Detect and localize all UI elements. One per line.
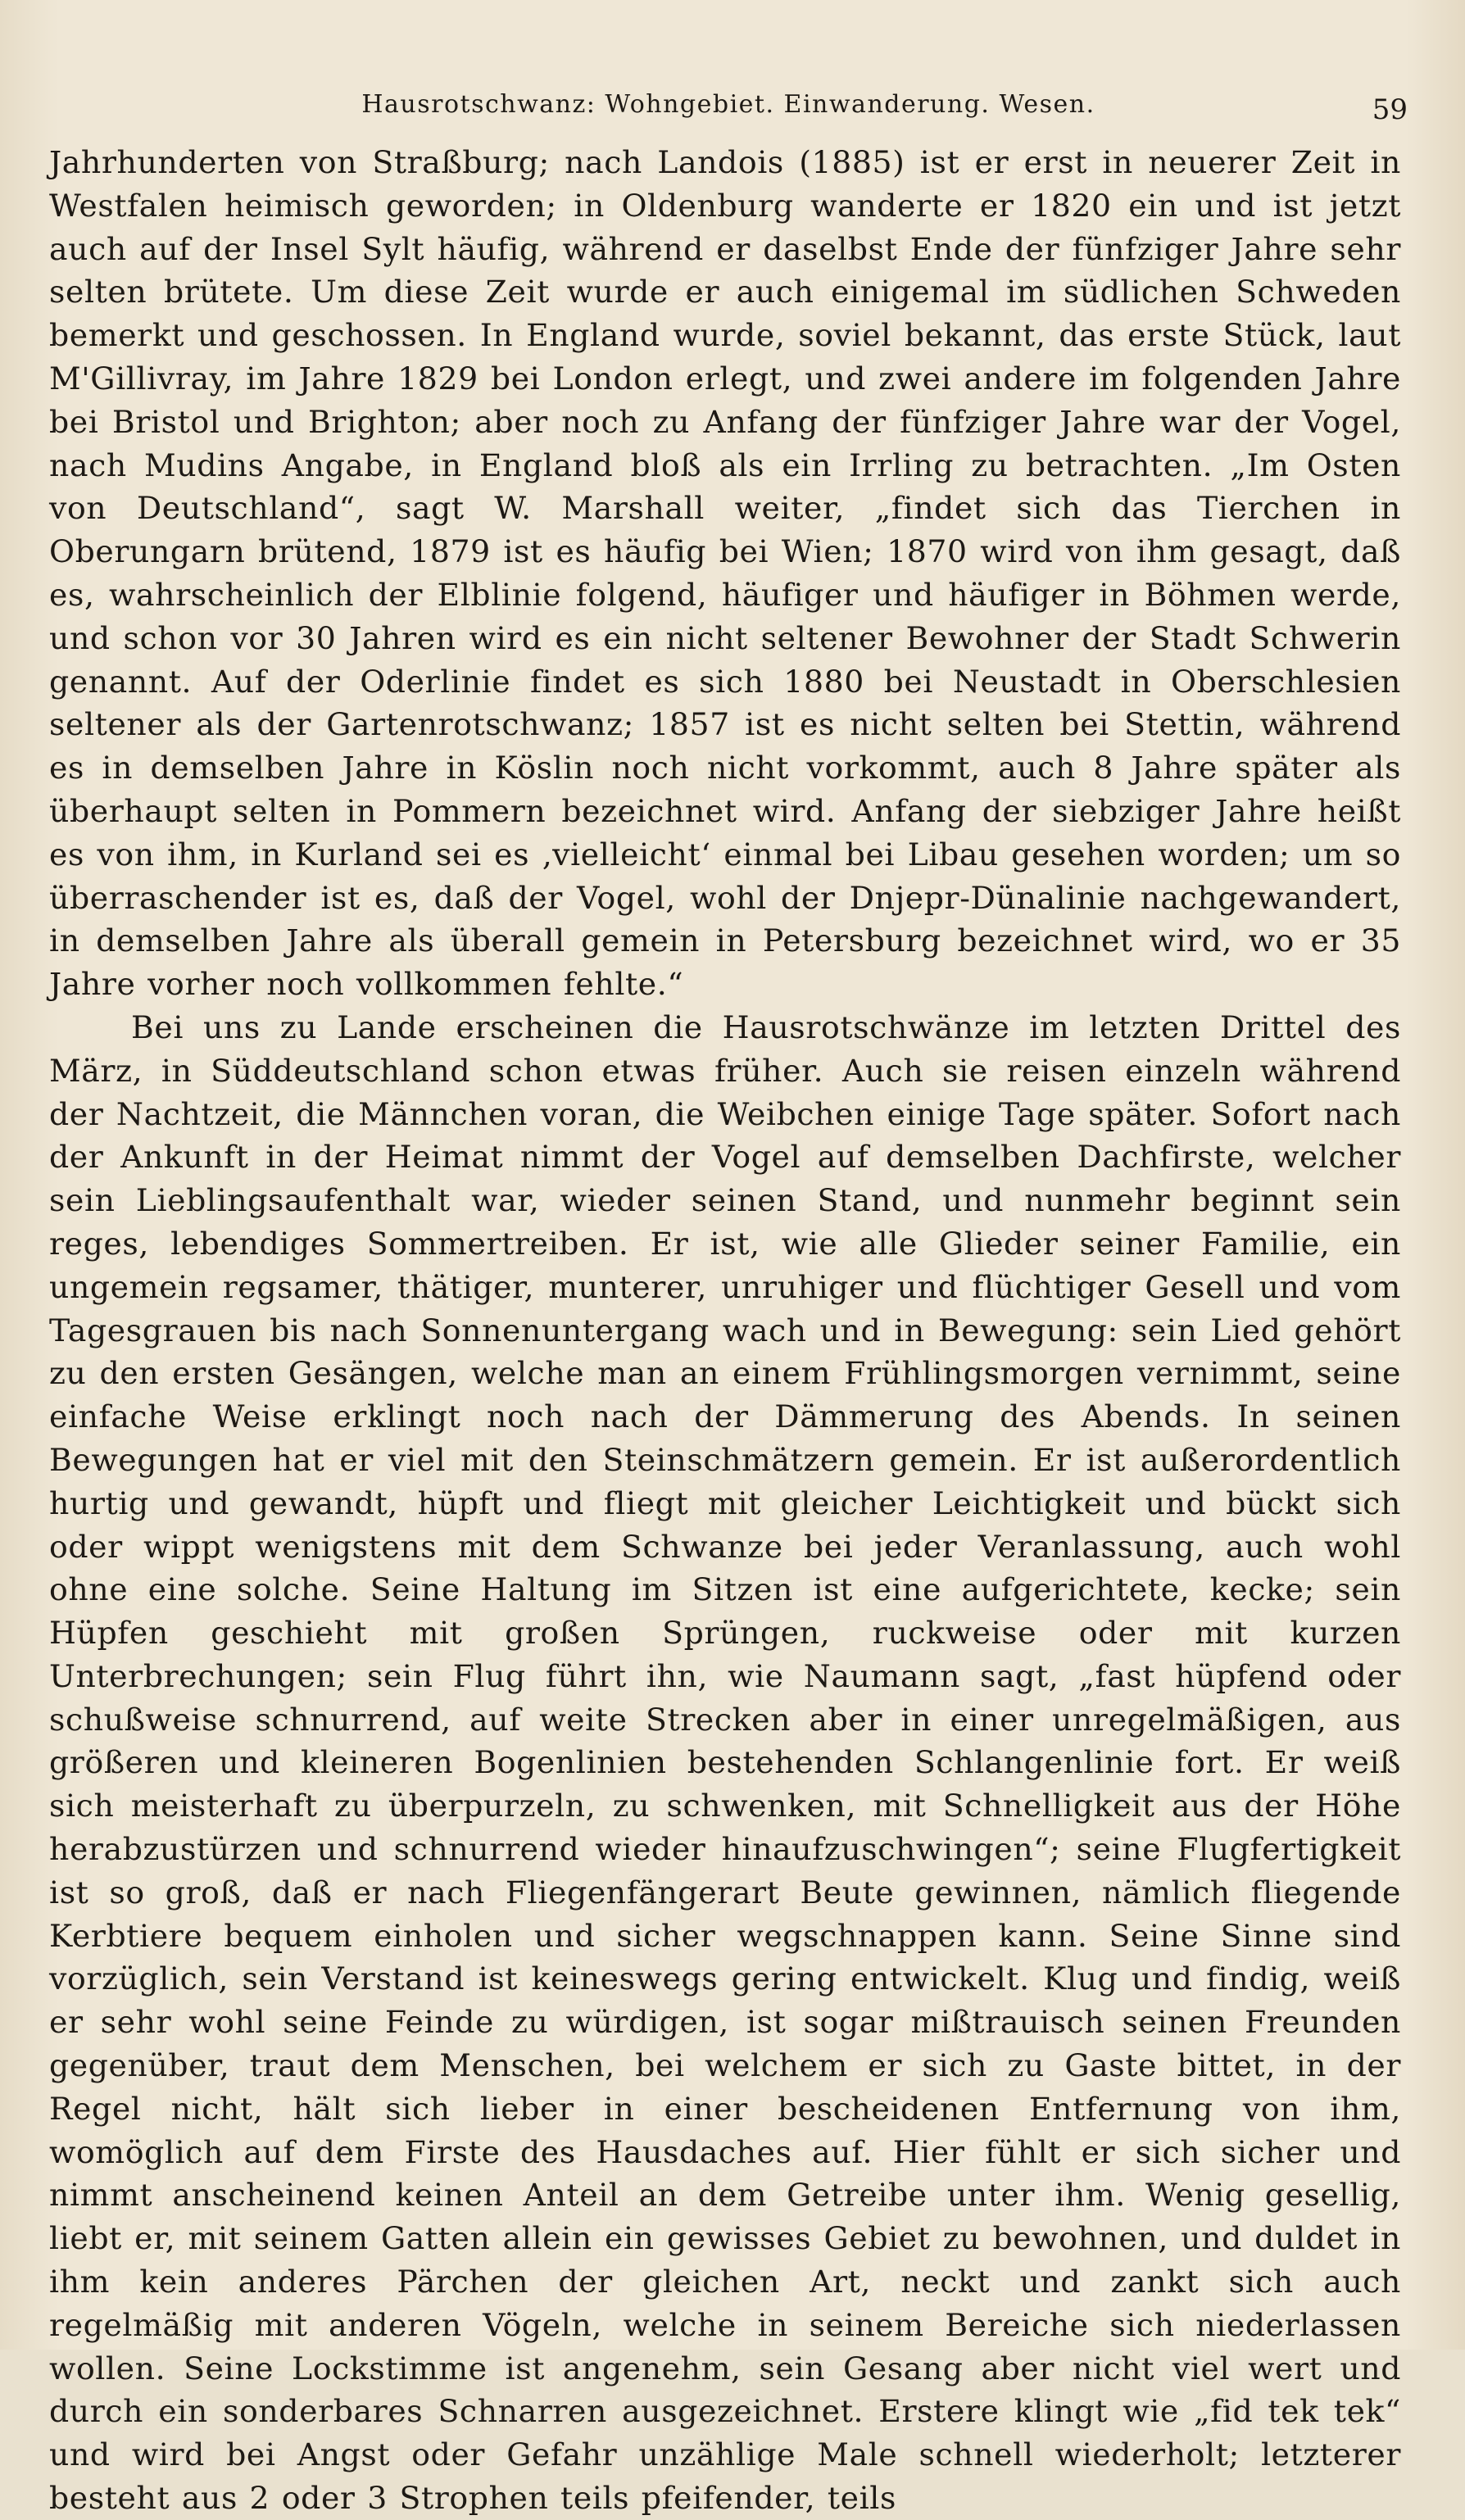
paragraph-2: Bei uns zu Lande erscheinen die Hausrotschwänze im letzten Drittel des März, in Süddeutschland schon etwas früher. Auch sie reisen einzeln während der Nachtzeit, die Männchen voran, die Weibchen einige Tage später. Sofort nach der Ankunft in der Heimat nimmt der Vogel auf demselben Dachfirste, welcher sein Lieblingsaufenthalt war, wieder seinen Stand, und nunmehr beginnt sein reges, lebendiges Sommertreiben. Er ist, wie alle Glieder seiner Familie, ein ungemein regsamer, thätiger, munterer, unruhiger und flüchtiger Gesell und vom Tagesgrauen bis nach Sonnenuntergang wach und in Bewegung: sein Lied gehört zu den ersten Gesängen, welche man an einem Frühlingsmorgen vernimmt, seine einfache Weise erklingt noch nach der Dämmerung des Abends. In seinen Bewegungen hat er viel mit den Steinschmätzern gemein. Er ist außerordentlich hurtig und gewandt, hüpft und fliegt mit gleicher Leichtigkeit und bückt sich oder wippt wenigstens mit dem Schwanze bei jeder Veranlassung, auch wohl ohne eine solche. Seine Haltung im Sitzen ist eine aufgerichtete, kecke; sein Hüpfen geschieht mit großen Sprüngen, ruckweise oder mit kurzen Unterbrechungen; sein Flug führt ihn, wie Naumann sagt, „fast hüpfend oder schußweise schnurrend, auf weite Strecken aber in einer unregelmäßigen, aus größeren und kleineren Bogenlinien bestehenden Schlangenlinie fort. Er weiß sich meisterhaft zu überpurzeln, zu schwenken, mit Schnelligkeit aus der Höhe herabzustürzen und schnurrend wieder hinaufzuschwingen“; seine Flugfertigkeit ist so groß, daß er nach Fliegenfängerart Beute gewinnen, nämlich fliegende Kerbtiere bequem einholen und sicher wegschnappen kann. Seine Sinne sind vorzüglich, sein Verstand ist keineswegs gering entwickelt. Klug und findig, weiß er sehr wohl seine Feinde zu würdigen, ist sogar mißtrauisch seinen Freunden gegenüber, traut dem Menschen, bei welchem er sich zu Gaste bittet, in der Regel nicht, hält sich lieber in einer bescheidenen Entfernung von ihm, womöglich auf dem Firste des Hausdaches auf. Hier fühlt er sich sicher und nimmt anscheinend keinen Anteil an dem Getreibe unter ihm. Wenig gesellig, liebt er, mit seinem Gatten allein ein gewisses Gebiet zu bewohnen, und duldet in ihm kein anderes Pärchen der gleichen Art, neckt und zankt sich auch regelmäßig mit anderen Vögeln, welche in seinem Bereiche sich niederlassen wollen. Seine Lockstimme ist angenehm, sein Gesang aber nicht viel wert und durch ein sonderbares Schnarren ausgezeichnet. Erstere klingt wie „fid tek tek“ und wird bei Angst oder Gefahr unzählige Male schnell wiederholt; letzterer besteht aus 2 oder 3 Strophen teils pfeifender, teils — [49, 1008, 1401, 2517]
paragraph-1: Jahrhunderten von Straßburg; nach Landois (1885) ist er erst in neuerer Zeit in Westfalen heimisch geworden; in Oldenburg wanderte er 1820 ein und ist jetzt auch auf der Insel Sylt häufig, während er daselbst Ende der fünfziger Jahre sehr selten brütete. Um diese Zeit wurde er auch einigemal im südlichen Schweden bemerkt und geschossen. In England wurde, soviel bekannt, das erste Stück, laut M'Gillivray, im Jahre 1829 bei London erlegt, und zwei andere im folgenden Jahre bei Bristol und Brighton; aber noch zu Anfang der fünfziger Jahre war der Vogel, nach Mudins Angabe, in England bloß als ein Irrling zu betrachten. „Im Osten von Deutschland“, sagt W. Marshall weiter, „findet sich das Tierchen in Oberungarn brütend, 1879 ist es häufig bei Wien; 1870 wird von ihm gesagt, daß es, wahrscheinlich der Elblinie folgend, häufiger und häufiger in Böhmen werde, und schon vor 30 Jahren wird es ein nicht seltener Bewohner der Stadt Schwerin genannt. Auf der Oderlinie findet es sich 1880 bei Neustadt in Oberschlesien seltener als der Gartenrotschwanz; 1857 ist es nicht selten bei Stettin, während es in demselben Jahre in Köslin noch nicht vorkommt, auch 8 Jahre später als überhaupt selten in Pommern bezeichnet wird. Anfang der siebziger Jahre heißt es von ihm, in Kurland sei es ‚vielleicht‘ einmal bei Libau gesehen worden; um so überraschender ist es, daß der Vogel, wohl der Dnjepr-Dünalinie nachgewandert, in demselben Jahre als überall gemein in Petersburg bezeichnet wird, wo er 35 Jahre vorher noch vollkommen fehlte.“ — [49, 144, 1401, 1003]
body-text — [49, 141, 1401, 2517]
page-header — [49, 80, 1408, 129]
page-number: 59 — [1372, 93, 1408, 126]
running-head: Hausrotschwanz: Wohngebiet. Einwanderung. Wesen. — [361, 90, 1095, 119]
